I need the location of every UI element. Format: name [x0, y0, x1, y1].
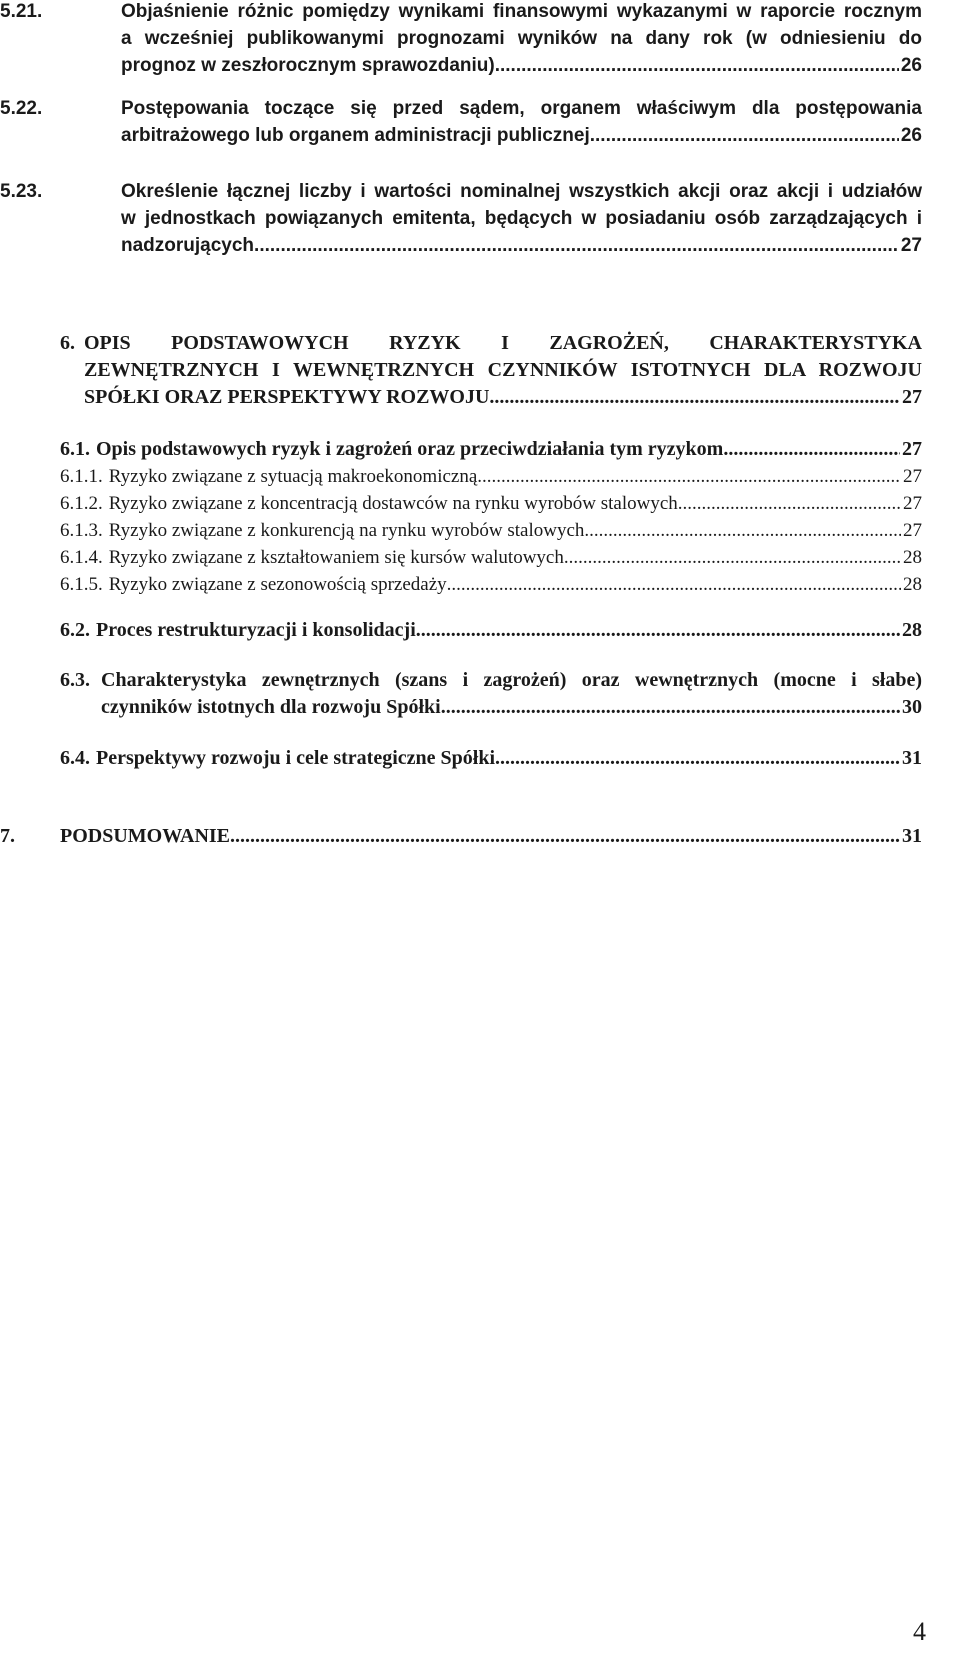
toc-entry-6-1[interactable]	[60, 436, 922, 463]
toc-entry-title-line: Charakterystyka zewnętrznych (szans i zagrożeń) oraz wewnętrznych (mocne i słabe)	[101, 669, 922, 691]
toc-entry-number: 6.1.4.	[60, 547, 103, 568]
toc-entry-6-1-1[interactable]	[60, 463, 922, 490]
toc-entry-title-line: Postępowania toczące się przed sądem, organem właściwym dla postępowania	[121, 98, 922, 119]
toc-entry-title-last: arbitrażowego lub organem administracji publicznej	[121, 125, 590, 146]
toc-entry-title-line: Określenie łącznej liczby i wartości nominalnej wszystkich akcji oraz akcji i udziałów	[121, 181, 922, 202]
toc-entry-page: 27	[903, 466, 922, 487]
toc-entry-title-last: Ryzyko związane z sezonowością sprzedaży	[108, 574, 447, 595]
toc-entry-number: 6.1.5.	[60, 574, 103, 595]
toc-entry-title-last: Ryzyko związane z konkurencją na rynku wyrobów stalowych	[108, 520, 585, 541]
toc-entry-title-last: Perspektywy rozwoju i cele strategiczne Spółki	[96, 747, 495, 769]
toc-entry-page: 27	[903, 493, 922, 514]
toc-entry-page: 31	[902, 825, 922, 847]
toc-entry-page: 28	[903, 547, 922, 568]
dot-leader	[678, 490, 901, 517]
toc-entry-page: 26	[900, 55, 922, 76]
toc-entry-page: 27	[900, 235, 922, 256]
dot-leader	[495, 745, 900, 772]
toc-entry-6-1-4[interactable]	[60, 544, 922, 571]
toc-entry-title-last: czynników istotnych dla rozwoju Spółki	[101, 696, 441, 718]
toc-entry-title-last: Ryzyko związane z kształtowaniem się kursów walutowych	[108, 547, 564, 568]
dot-leader	[564, 544, 901, 571]
dot-leader	[416, 617, 900, 644]
toc-entry-page: 28	[903, 574, 922, 595]
toc-entry-6[interactable]	[60, 330, 922, 411]
toc-entry-number: 6.1.2.	[60, 493, 103, 514]
toc-entry-number: 6.1.3.	[60, 520, 103, 541]
toc-entry-title-last: Ryzyko związane z koncentracją dostawców na rynku wyrobów stalowych	[108, 493, 678, 514]
dot-leader	[230, 823, 900, 850]
toc-entry-title-last: prognoz w zeszłorocznym sprawozdaniu)	[121, 55, 495, 76]
toc-entry-title-last: Ryzyko związane z sytuacją makroekonomiczną	[108, 466, 478, 487]
toc-entry-5-21[interactable]	[0, 0, 922, 79]
toc-entry-title-last: Proces restrukturyzacji i konsolidacji	[96, 619, 416, 641]
dot-leader	[495, 52, 899, 79]
dot-leader	[477, 463, 901, 490]
toc-entry-page: 27	[902, 386, 922, 408]
dot-leader	[723, 436, 900, 463]
toc-entry-number: 6.3.	[60, 669, 90, 691]
toc-entry-number: 6.4.	[60, 747, 90, 769]
dot-leader	[590, 122, 899, 149]
toc-entry-title-line: w jednostkach powiązanych emitenta, będących w posiadaniu osób zarządzających i	[121, 208, 922, 229]
toc-entry-number: 5.21.	[0, 1, 43, 22]
toc-entry-6-1-3[interactable]	[60, 517, 922, 544]
toc-entry-number: 6.1.1.	[60, 466, 103, 487]
toc-entry-number: 5.23.	[0, 181, 43, 202]
toc-entry-title-last: Opis podstawowych ryzyk i zagrożeń oraz przeciwdziałania tym ryzykom	[96, 438, 724, 460]
toc-entry-page: 27	[903, 520, 922, 541]
toc-entry-number: 5.22.	[0, 98, 43, 119]
toc-entry-number: 7.	[0, 825, 15, 847]
toc-entry-7[interactable]	[0, 823, 922, 850]
dot-leader	[254, 232, 899, 259]
toc-entry-title-line: a wcześniej publikowanymi prognozami wyników na dany rok (w odniesieniu do	[121, 28, 922, 49]
toc-entry-title-line: ZEWNĘTRZNYCH I WEWNĘTRZNYCH CZYNNIKÓW ISTOTNYCH DLA ROZWOJU	[84, 359, 922, 381]
dot-leader	[489, 384, 900, 411]
toc-entry-number: 6.2.	[60, 619, 90, 641]
toc-entry-page: 27	[902, 438, 922, 460]
toc-entry-title-last: PODSUMOWANIE	[60, 825, 231, 847]
dot-leader	[447, 571, 901, 598]
toc-entry-page: 31	[902, 747, 922, 769]
toc-entry-page: 30	[902, 696, 922, 718]
dot-leader	[441, 694, 900, 721]
toc-entry-number: 6.1.	[60, 438, 90, 460]
page-number: 4	[913, 1617, 926, 1646]
toc-entry-6-4[interactable]	[60, 745, 922, 772]
toc-entry-6-1-2[interactable]	[60, 490, 922, 517]
toc-entry-title-last: SPÓŁKI ORAZ PERSPEKTYWY ROZWOJU	[84, 386, 490, 408]
toc-entry-5-23[interactable]	[0, 178, 922, 259]
toc-entry-6-2[interactable]	[60, 617, 922, 644]
toc-entry-6-1-5[interactable]	[60, 571, 922, 598]
dot-leader	[584, 517, 901, 544]
toc-entry-6-3[interactable]	[60, 667, 922, 721]
toc-entry-title-line: OPIS PODSTAWOWYCH RYZYK I ZAGROŻEŃ, CHARAKTERYSTYKA	[84, 332, 922, 354]
toc-entry-page: 26	[900, 125, 922, 146]
toc-entry-title-last: nadzorujących	[121, 235, 255, 256]
toc-entry-5-22[interactable]	[0, 95, 922, 149]
toc-entry-title-line: Objaśnienie różnic pomiędzy wynikami finansowymi wykazanymi w raporcie rocznym	[121, 1, 922, 22]
toc-entry-number: 6.	[60, 332, 75, 354]
toc-entry-page: 28	[902, 619, 922, 641]
